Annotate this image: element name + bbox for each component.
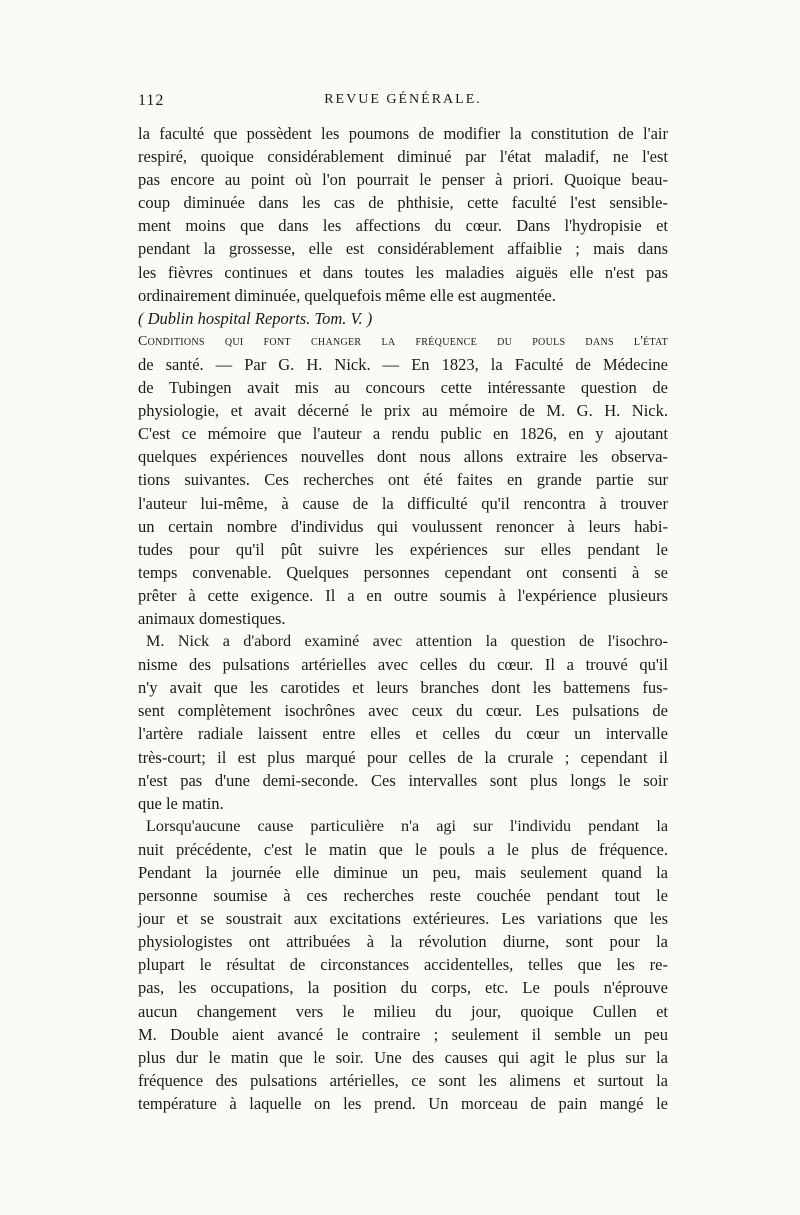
paragraph <box>138 630 668 815</box>
text-line: plus dur le matin que le soir. Une des causes qui agit le plus sur la <box>138 1047 668 1067</box>
section-heading: Conditions qui font changer la fréquence du pouls dans l'état <box>138 333 668 349</box>
text-line: animaux domestiques. <box>138 608 286 628</box>
paragraph <box>138 330 668 630</box>
text-line: personne soumise à ces recherches reste couchée pendant tout le <box>138 886 668 906</box>
text-line: n'y avait que les carotides et leurs branches dont les battemens fus- <box>138 678 668 698</box>
text-line: tudes pour qu'il pût suivre les expériences sur elles pendant le <box>138 539 668 559</box>
text-line: nuit précédente, c'est le matin que le pouls a le plus de fréquence. <box>138 839 668 859</box>
text-line: de Tubingen avait mis au concours cette intéressante question de <box>138 378 668 398</box>
running-title: REVUE GÉNÉRALE. <box>324 92 482 107</box>
text-line: pas encore au point où l'on pourrait le penser à priori. Quoique beau- <box>138 170 668 190</box>
text-line: n'est pas d'une demi-seconde. Ces intervalles sont plus longs le soir <box>138 770 668 790</box>
text-line: les fièvres continues et dans toutes les maladies aiguës elle n'est pas <box>138 262 668 282</box>
text-line: aucun changement vers le milieu du jour, quoique Cullen et <box>138 1001 668 1021</box>
paragraph <box>138 815 668 1115</box>
text-line: physiologie, et avait décerné le prix au mémoire de M. G. H. Nick. <box>138 401 668 421</box>
text-line: tions suivantes. Ces recherches ont été faites en grande partie sur <box>138 470 668 490</box>
text-line: nisme des pulsations artérielles avec celles du cœur. Il a trouvé qu'il <box>138 655 668 675</box>
text-line: quelques expériences nouvelles dont nous allons extraire les observa- <box>138 447 668 467</box>
text-line: la faculté que possèdent les poumons de modifier la constitution de l'air <box>138 124 668 143</box>
text-line: plupart le résultat de circonstances accidentelles, telles que les re- <box>138 955 668 975</box>
text-line: Pendant la journée elle diminue un peu, mais seulement quand la <box>138 863 668 882</box>
text-line: l'auteur lui-même, à cause de la difficulté qu'il rencontra à trouver <box>138 493 668 513</box>
paragraph <box>138 122 668 330</box>
text-line: prêter à cette exigence. Il a en outre soumis à l'expérience plusieurs <box>138 585 668 605</box>
text-line: respiré, quoique considérablement diminué par l'état maladif, ne l'est <box>138 147 668 167</box>
text-line: très-court; il est plus marqué pour celles de la crurale ; cependant il <box>138 747 668 767</box>
text-line: ordinairement diminuée, quelquefois même elle est augmentée. <box>138 285 556 305</box>
text-line: C'est ce mémoire que l'auteur a rendu public en 1826, en y ajoutant <box>138 424 668 444</box>
text-line: l'artère radiale laissent entre elles et celles du cœur un intervalle <box>138 724 668 744</box>
text-line: ment moins que dans les affections du cœur. Dans l'hydropisie et <box>138 216 668 236</box>
text-line: M. Double aient avancé le contraire ; seulement il semble un peu <box>138 1024 668 1044</box>
section-heading-continued: de santé. — Par G. H. Nick. — En 1823, la Faculté de Médecine <box>138 354 668 374</box>
text-line: pendant la grossesse, elle est considérablement affaiblie ; mais dans <box>138 239 668 259</box>
text-line: coup diminuée dans les cas de phthisie, cette faculté l'est sensible- <box>138 193 668 213</box>
text-line: physiologistes ont attribuées à la révolution diurne, sont pour la <box>138 932 668 952</box>
text-line: fréquence des pulsations artérielles, ce sont les alimens et surtout la <box>138 1070 668 1090</box>
body-text <box>138 122 668 1115</box>
text-line: Lorsqu'aucune cause particulière n'a agi sur l'individu pendant la <box>146 817 668 835</box>
citation: ( Dublin hospital Reports. Tom. V. ) <box>138 308 373 328</box>
text-line: jour et se soustrait aux excitations extérieures. Les variations que les <box>138 909 668 929</box>
text-line: temps convenable. Quelques personnes cependant ont consenti à se <box>138 562 668 582</box>
text-line: sent complètement isochrônes avec ceux du cœur. Les pulsations de <box>138 701 668 721</box>
text-line: un certain nombre d'individus qui voulussent renoncer à leurs habi- <box>138 516 668 536</box>
text-line: M. Nick a d'abord examiné avec attention la question de l'isochro- <box>146 633 668 651</box>
page-header <box>138 92 668 114</box>
page-number: 112 <box>138 92 165 109</box>
text-line: température à laquelle on les prend. Un morceau de pain mangé le <box>138 1093 668 1113</box>
text-line: que le matin. <box>138 793 224 813</box>
text-line: pas, les occupations, la position du corps, etc. Le pouls n'éprouve <box>138 978 668 998</box>
